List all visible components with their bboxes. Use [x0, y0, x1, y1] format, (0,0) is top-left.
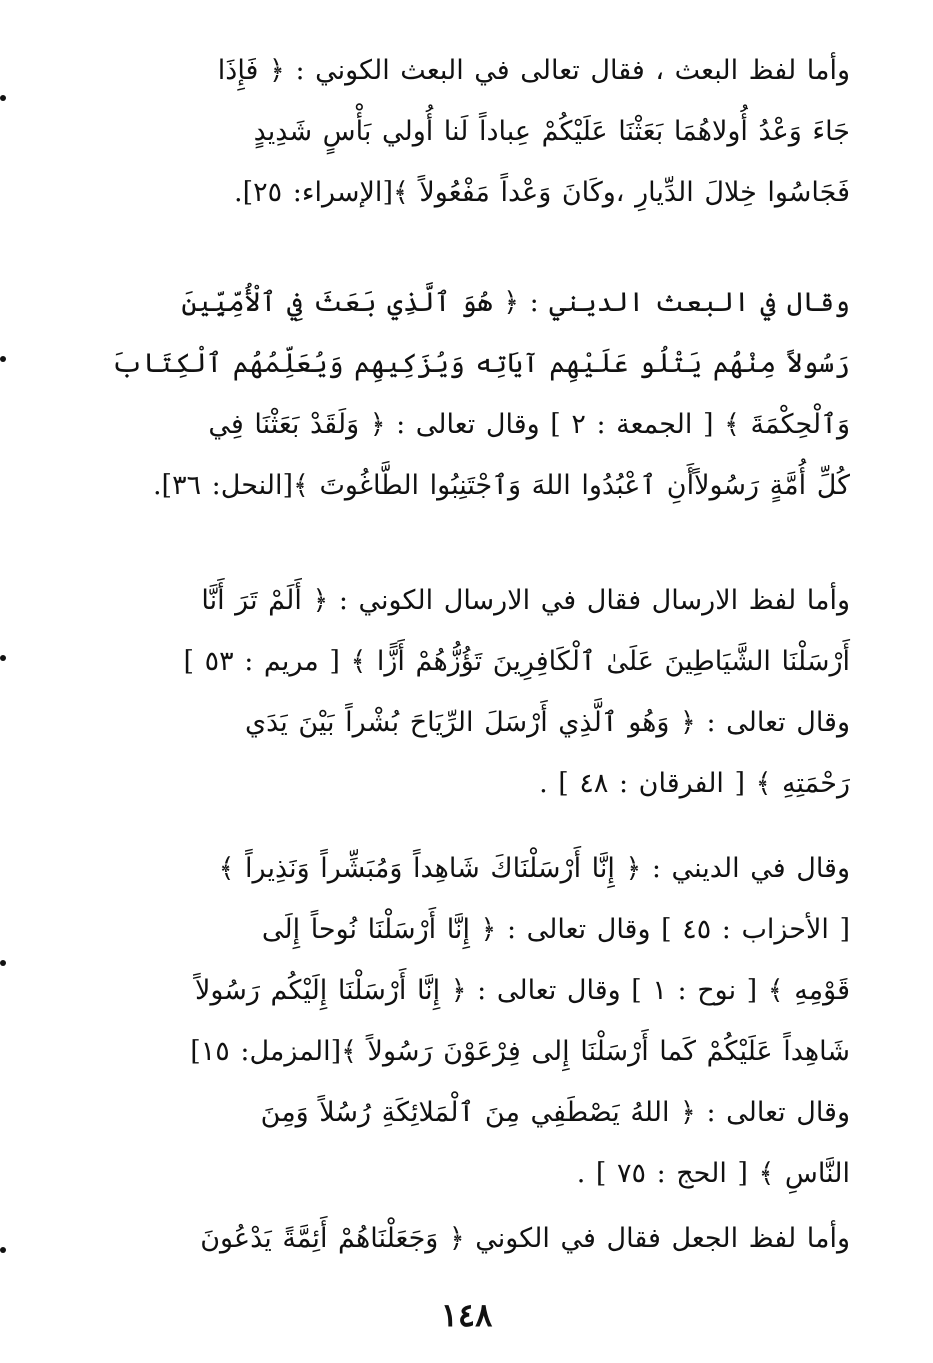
scan-margin-mark [0, 960, 6, 966]
paragraph-3 [100, 570, 850, 814]
text-line: وقال تعالى : ﴿ اللهُ يَصْطَفِي مِنَ ٱلْمَلائِكَةِ رُسُلاً وَمِنَ [260, 1097, 850, 1128]
text-line: قَوْمِهِ ﴾ [ نوح : ١ ] وقال تعالى : ﴿ إِنَّا أَرْسَلْنَا إِلَيْكُم رَسُولاً [194, 975, 850, 1006]
text-line: وقال تعالى : ﴿ وَهُو ٱلَّذِي أَرْسَلَ الرِّيَاحَ بُشْراً بَيْنَ يَدَي [244, 707, 850, 738]
text-line: فَجَاسُوا خِلالَ الدِّيارِ ،وكَانَ وَعْداً مَفْعُولاً ﴾[الإسراء: ٢٥]. [234, 177, 850, 208]
scan-margin-mark [0, 655, 6, 661]
scan-margin-mark [0, 356, 6, 362]
text-line: شَاهِداً عَلَيْكُمْ كَما أَرْسَلْنَا إِلى فِرْعَوْنَ رَسُولاً ﴾[المزمل: ١٥] [190, 1036, 850, 1067]
page-number: ١٤٨ [440, 1296, 493, 1334]
paragraph-2 [100, 272, 850, 516]
text-line: جَاءَ وَعْدُ أُولاهُمَا بَعَثْنَا عَلَيْكُمْ عِباداً لَنا أُولي بَأْسٍ شَدِيدٍ [253, 116, 850, 147]
text-line: وَٱلْحِكْمَةَ ﴾ [ الجمعة : ٢ ] وقال تعالى : ﴿ وَلَقَدْ بَعَثْنَا فِي [208, 409, 850, 440]
text-line: رَسُولاً مِنْهُم يَتْلُو عَلَيْهِم آيَاتِه وَيُزَكِيهِم وَيُعَلِّمُهُم ٱلْكِتَابَ [111, 348, 850, 379]
text-line: وأما لفظ الجعل فقال في الكوني ﴿ وَجَعَلْنَاهُمْ أَئِمَّةً يَدْعُونَ [200, 1223, 850, 1254]
paragraph-5 [100, 1208, 850, 1269]
scan-margin-mark [0, 95, 6, 101]
text-line: وقال في البعث الديني : ﴿ هُوَ ٱلَّذِي بَعَثَ فِي ٱلْأُمِّيِّينَ [181, 287, 850, 318]
scan-margin-mark [0, 1247, 6, 1253]
text-line: وأما لفظ الارسال فقال في الارسال الكوني : ﴿ أَلَمْ تَرَ أَنَّا [201, 585, 850, 616]
text-line: وأما لفظ البعث ، فقال تعالى في البعث الكوني : ﴿ فَإِذَا [217, 55, 850, 86]
text-line: [ الأحزاب : ٤٥ ] وقال تعالى : ﴿ إِنَّا أَرْسَلْنَا نُوحاً إِلَى [261, 914, 850, 945]
text-line: وقال في الديني : ﴿ إِنَّا أَرْسَلْنَاكَ شَاهِداً وَمُبَشِّراً وَنَذِيراً ﴾ [218, 853, 850, 884]
paragraph-1 [100, 40, 850, 223]
text-line: النَّاسِ ﴾ [ الحج : ٧٥ ] . [576, 1158, 850, 1189]
text-line: كُلِّ أُمَّةٍ رَسُولاًأَنِ ٱعْبُدُوا اللهَ وَٱجْتَنِبُوا الطَّاغُوتَ ﴾[النحل: ٣٦]. [152, 470, 850, 501]
text-line: أَرْسَلْنَا الشَّيَاطِينَ عَلَىٰ ٱلْكَافِرِينَ تَؤُزُّهُمْ أَزًّا ﴾ [ مريم : ٥٣ ] [183, 646, 850, 677]
paragraph-4 [100, 838, 850, 1204]
text-line: رَحْمَتِهِ ﴾ [ الفرقان : ٤٨ ] . [539, 768, 850, 799]
